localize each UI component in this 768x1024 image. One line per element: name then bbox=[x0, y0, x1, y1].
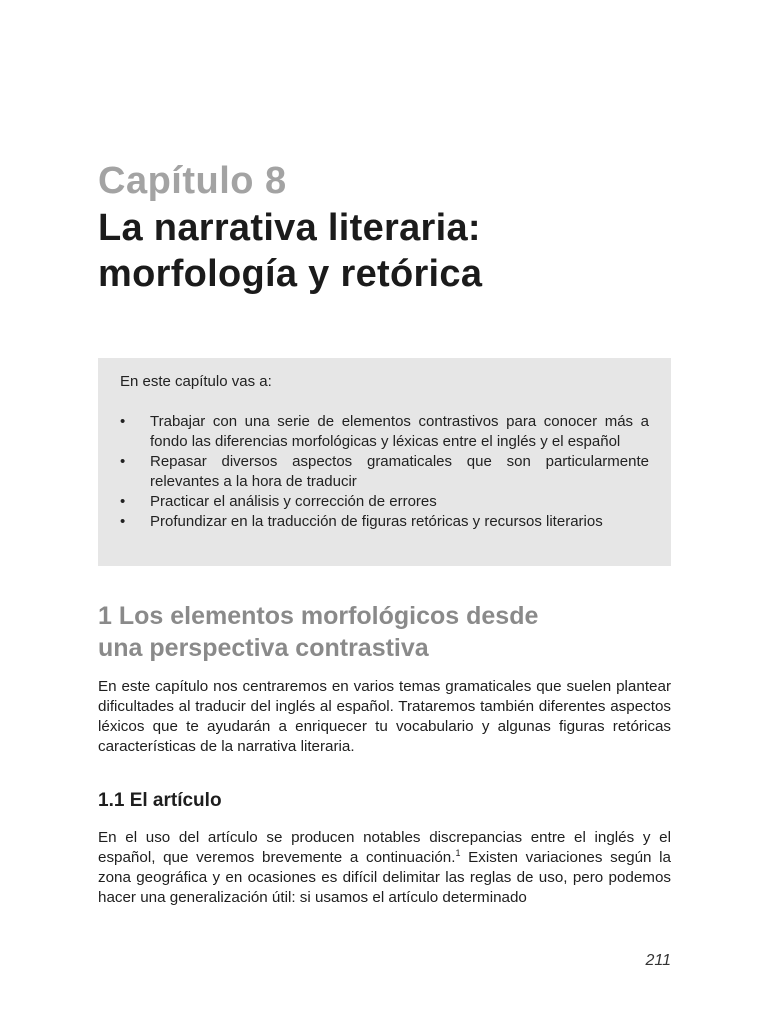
subsection-heading: 1.1 El artículo bbox=[98, 790, 222, 811]
chapter-title-line-1: La narrativa literaria: bbox=[98, 207, 481, 249]
objective-text: Repasar diversos aspectos gramaticales que son particularmente relevantes a la hora de traducir bbox=[150, 453, 649, 490]
section-heading-line-1: 1 Los elementos morfológicos desde bbox=[98, 602, 539, 630]
objective-item bbox=[120, 492, 649, 512]
chapter-title bbox=[98, 205, 671, 297]
bullet-icon: • bbox=[120, 413, 126, 430]
objective-item bbox=[120, 412, 649, 452]
subsection-paragraph bbox=[98, 828, 671, 908]
chapter-title-line-2: morfología y retórica bbox=[98, 253, 483, 295]
objective-item bbox=[120, 452, 649, 492]
chapter-label: Capítulo 8 bbox=[98, 160, 287, 202]
page-number: 211 bbox=[645, 952, 671, 969]
bullet-icon: • bbox=[120, 493, 126, 510]
objective-text: Practicar el análisis y corrección de errores bbox=[150, 493, 437, 510]
paragraph-text: En el uso del artículo se producen notables discrepancias entre el inglés y el español, que veremos brevemente a continuación. bbox=[98, 829, 671, 866]
objective-text: Trabajar con una serie de elementos contrastivos para conocer más a fondo las diferencias morfológicas y léxicas entre el inglés y el español bbox=[150, 413, 649, 450]
footnote-reference[interactable]: 1 bbox=[455, 847, 461, 858]
bullet-icon: • bbox=[120, 513, 126, 530]
objective-item bbox=[120, 512, 649, 532]
objective-text: Profundizar en la traducción de figuras retóricas y recursos literarios bbox=[150, 513, 603, 530]
section-paragraph: En este capítulo nos centraremos en varios temas gramaticales que suelen plantear dificultades al traducir del inglés al español. Trataremos también diferentes aspectos léxicos que te ayudarán a enriquecer tu vocabulario y algunas figuras retóricas características de la narrativa literaria. bbox=[98, 678, 671, 755]
bullet-icon: • bbox=[120, 453, 126, 470]
objectives-intro: En este capítulo vas a: bbox=[120, 373, 272, 390]
paragraph-text-continued: Existen variaciones según la zona geográfica y en ocasiones es difícil delimitar las reglas de uso, pero podemos hacer una generalización útil: si usamos el artículo determinado bbox=[98, 849, 671, 906]
section-heading-line-2: una perspectiva contrastiva bbox=[98, 634, 429, 662]
objectives-list bbox=[120, 412, 649, 532]
section-heading bbox=[98, 600, 671, 664]
chapter-objectives-box bbox=[98, 358, 671, 566]
